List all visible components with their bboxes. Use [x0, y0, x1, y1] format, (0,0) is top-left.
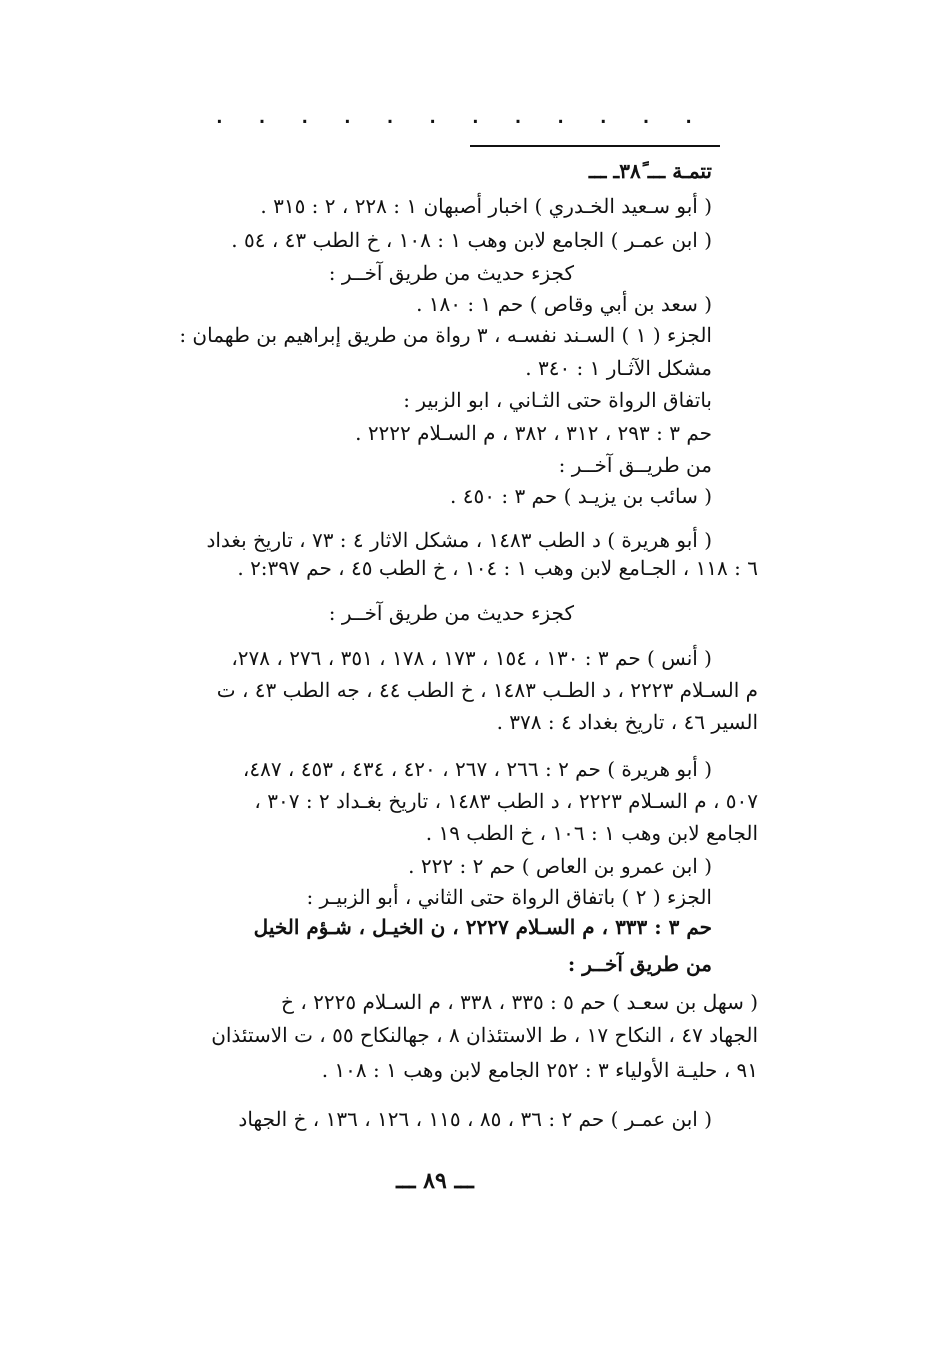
- dot: ٠: [299, 108, 311, 132]
- text-line: ( أبو هريرة ) د الطب ١٤٨٣ ، مشكل الاثار ٤ : ٧٣ ، تاريخ بغداد: [206, 528, 712, 552]
- dot: ٠: [555, 108, 566, 132]
- text-line: الجزء ( ١ ) السـند نفسـه ، ٣ رواة من طريق إبراهيم بن طهمان :: [179, 323, 712, 347]
- text-line: حم ٣ : ٢٩٣ ، ٣١٢ ، ٣٨٢ ، م السـلام ٢٢٢٢ .: [355, 421, 712, 445]
- text-line: ٩١ ، حليـة الأولياء ٣ : ٢٥٢ الجامع لابن وهب ١ : ١٠٨ .: [321, 1058, 758, 1082]
- text-line: ( ابن عمـر ) حم ٢ : ٣٦ ، ٨٥ ، ١١٥ ، ١٢٦ ، ١٣٦ ، خ الجهاد: [238, 1107, 712, 1131]
- page-number: ـــ ٨٩ ـــ: [396, 1168, 474, 1194]
- dot: ٠: [469, 108, 481, 132]
- dot: ٠: [384, 108, 396, 132]
- text-line: ( ابن عمـر ) الجامع لابن وهب ١ : ١٠٨ ، خ الطب ٤٣ ، ٥٤ .: [231, 228, 712, 252]
- text-line: ٥٠٧ ، م السـلام ٢٢٢٣ ، د الطب ١٤٨٣ ، تاريخ بغـداد ٢ : ٣٠٧ ،: [254, 789, 758, 813]
- dot: ٠: [640, 108, 652, 132]
- text-line: الجزء ( ٢ ) باتفاق الرواة حتى الثاني ، أبو الزبيـر :: [306, 885, 712, 909]
- dot: ٠: [512, 108, 524, 132]
- text-line: ٦ : ١١٨ ، الجـامع لابن وهب ١ : ١٠٤ ، خ الطب ٤٥ ، حم ٢:٣٩٧ .: [237, 556, 758, 580]
- subheading-line: من طريــق آخــر :: [558, 453, 712, 477]
- text-line: حم ٣ : ٣٣٣ ، م السـلام ٢٢٢٧ ، ن الخيـل ، شـؤم الخيل: [253, 915, 712, 939]
- text-line: مشكل الآثـار ١ : ٣٤٠ .: [525, 356, 712, 380]
- text-line: ( سعد بن أبي وقاص ) حم ١ : ١٨٠ .: [416, 292, 712, 316]
- text-line: م السـلام ٢٢٢٣ ، د الطـب ١٤٨٣ ، خ الطب ٤٤ ، جه الطب ٤٣ ، ت: [216, 678, 758, 702]
- text-line: السير ٤٦ ، تاريخ بغداد ٤ : ٣٧٨ .: [496, 710, 758, 734]
- decorative-dots: [214, 108, 694, 132]
- dot: ٠: [214, 108, 225, 132]
- subheading-line: كجزء حديث من طريق آخــر :: [328, 261, 574, 285]
- text-line: الجامع لابن وهب ١ : ١٠٦ ، خ الطب ١٩ .: [425, 821, 758, 845]
- subheading-line: كجزء حديث من طريق آخــر :: [328, 601, 574, 625]
- dot: ٠: [683, 108, 694, 132]
- text-line: الجهاد ٤٧ ، النكاح ١٧ ، ط الاستئذان ٨ ، جهالنكاح ٥٥ ، ت الاستئذان: [211, 1023, 758, 1047]
- text-line: ( سائب بن يزيـد ) حم ٣ : ٤٥٠ .: [450, 484, 712, 508]
- continuation-heading: تتمـة ـــ ٣٨ًـ ـــ: [588, 159, 712, 183]
- dot: ٠: [341, 108, 353, 132]
- dot: ٠: [597, 108, 609, 132]
- text-line: باتفاق الرواة حتى الثـاني ، ابو الزبير :: [403, 388, 712, 412]
- dot: ٠: [256, 108, 268, 132]
- text-line: ( ابن عمرو بن العاص ) حم ٢ : ٢٢٢ .: [408, 854, 712, 878]
- subheading-line: من طريق آخــر :: [567, 952, 712, 976]
- text-line: ( أبو سـعيد الخـدري ) اخبار أصبهان ١ : ٢٢٨ ، ٢ : ٣١٥ .: [260, 194, 712, 218]
- text-line: ( أبو هريرة ) حم ٢ : ٢٦٦ ، ٢٦٧ ، ٤٢٠ ، ٤٣٤ ، ٤٥٣ ، ٤٨٧،: [242, 757, 712, 781]
- dot: ٠: [427, 108, 439, 132]
- header-rule: [470, 145, 720, 147]
- text-line: ( أنس ) حم ٣ : ١٣٠ ، ١٥٤ ، ١٧٣ ، ١٧٨ ، ٣٥١ ، ٢٧٦ ، ٢٧٨،: [231, 646, 712, 670]
- text-line: ( سهل بن سعـد ) حم ٥ : ٣٣٥ ، ٣٣٨ ، م السـلام ٢٢٢٥ ، خ: [281, 990, 758, 1014]
